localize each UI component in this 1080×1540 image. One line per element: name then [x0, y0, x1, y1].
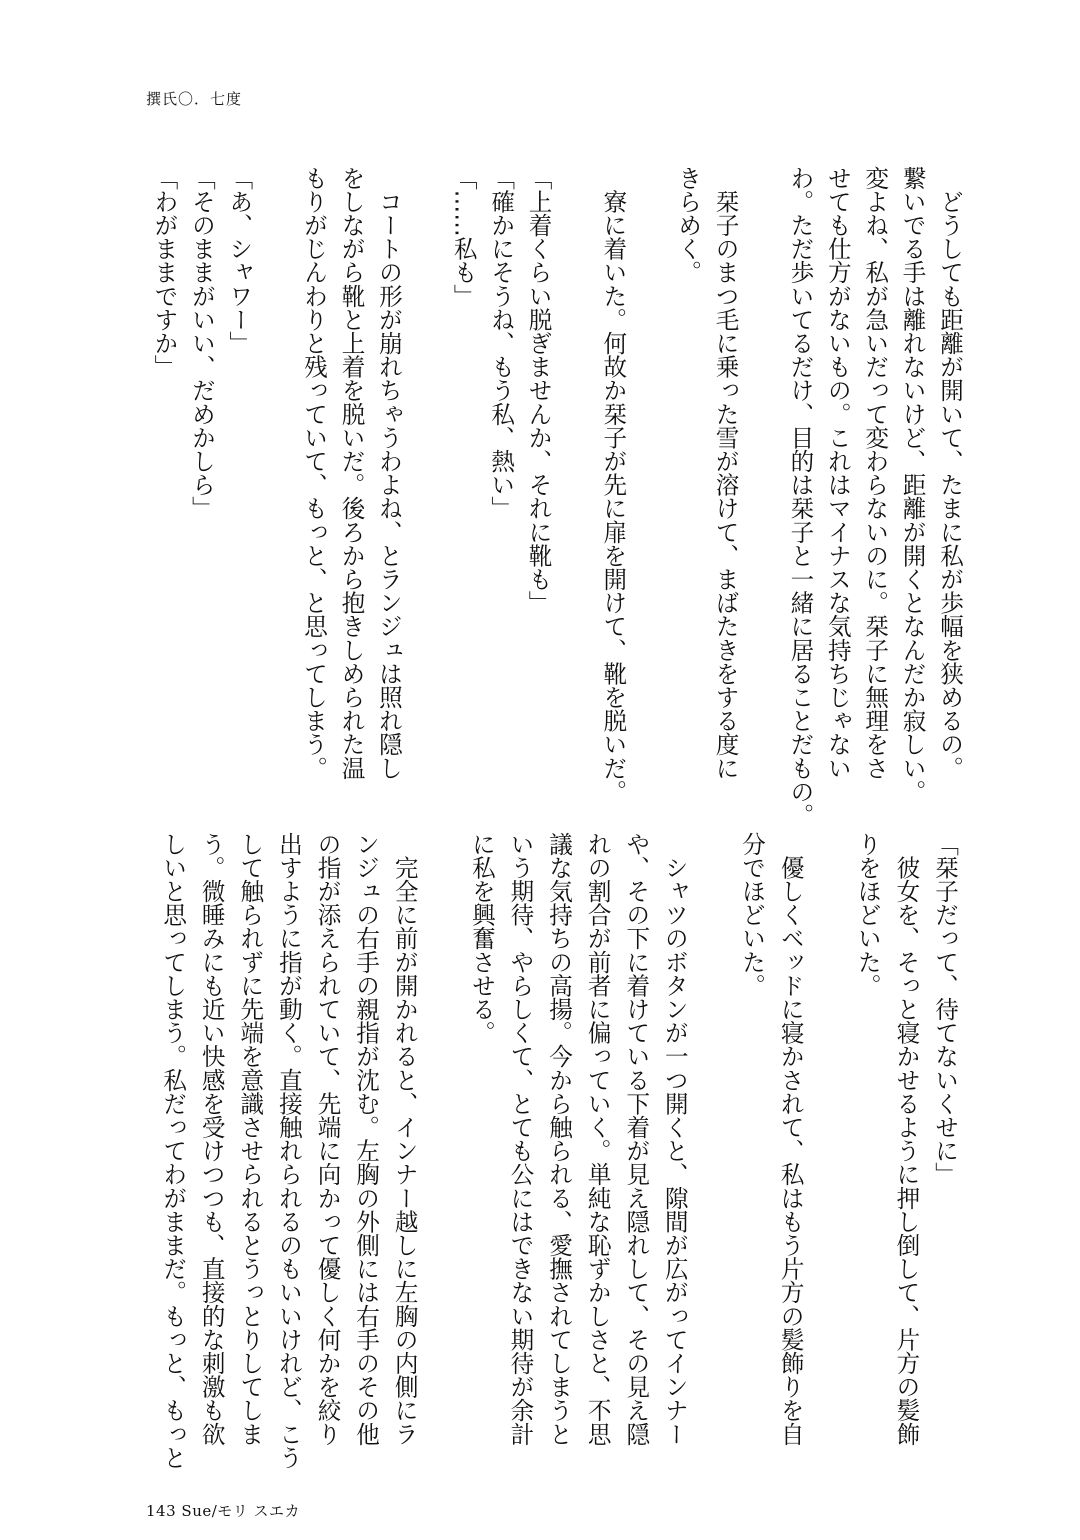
text-line [744, 166, 781, 806]
upper-text-block [145, 166, 968, 827]
text-line [407, 166, 444, 806]
text-line: して触られずに先端を意識させられるとうっとりしてしま [236, 832, 265, 1446]
text-line: りをほどいた。 [853, 832, 882, 998]
text-line: 「……私も」 [449, 166, 478, 308]
lower-text-block [154, 832, 964, 1472]
text-line: に私を興奮させる。 [467, 832, 496, 1045]
text-line: 彼女を、そっと寝かせるように押し倒して、片方の髪飾 [892, 832, 921, 1446]
text-line: コートの形が崩れちゃうわよね、とランジュは照れ隠し [374, 166, 403, 780]
text-line: 「わがままですか」 [150, 166, 179, 379]
text-line [557, 166, 594, 806]
text-line: 「上着くらい脱ぎませんか、それに靴も」 [524, 166, 553, 615]
author-name: Sue/モリ スエカ [181, 1502, 301, 1520]
text-line [810, 832, 849, 1472]
text-line: せても仕方がないもの。これはマイナスな気持ちじゃない [823, 166, 852, 780]
running-header: 撰氏〇．七度 [146, 90, 243, 108]
text-line: をしながら靴と上着を脱いだ。後ろから抱きしめられた温 [337, 166, 366, 780]
text-line: 分でほどいた。 [738, 832, 767, 998]
text-line: シャツのボタンが一つ開くと、隙間が広がってインナー [660, 832, 689, 1446]
page-footer [146, 1500, 300, 1521]
text-line: 寮に着いた。何故か栞子が先に扉を開けて、靴を脱いだ。 [599, 166, 628, 804]
text-line: 完全に前が開かれると、インナー越しに左胸の内側にラ [390, 832, 419, 1446]
text-line: や、その下に着けている下着が見え隠れして、その見え隠 [622, 832, 651, 1446]
text-line [694, 832, 733, 1472]
text-line: わ。ただ歩いてるだけ、目的は栞子と一緒に居ることだもの。 [786, 166, 815, 827]
text-line: ンジュの右手の親指が沈む。左胸の外側には右手のその他 [352, 832, 381, 1446]
text-line: 繋いでる手は離れないけど、距離が開くとなんだか寂しい。 [898, 166, 927, 804]
text-line: 出すように指が動く。直接触れられるのもいいけれど、こう [274, 832, 303, 1470]
text-line: の指が添えられていて、先端に向かって優しく何かを絞り [313, 832, 342, 1446]
text-line [631, 166, 668, 806]
text-line: 「そのままがいい、だめかしら」 [187, 166, 216, 520]
text-line: れの割合が前者に偏っていく。単純な恥ずかしさと、不思 [583, 832, 612, 1446]
text-line: 議な気持ちの高揚。今から触られる、愛撫されてしまうと [545, 832, 574, 1446]
text-line: もりがじんわりと残っていて、もっと、と思ってしまう。 [300, 166, 329, 780]
page-number: 143 [146, 1502, 177, 1520]
text-line: 変よね、私が急いだって変わらないのに。栞子に無理をさ [861, 166, 890, 780]
text-line [424, 832, 463, 1472]
text-line: どうしても距離が開いて、たまに私が歩幅を狭めるの。 [936, 166, 964, 780]
text-line: しいと思ってしまう。私だってわがままだ。もっと、もっと [159, 832, 188, 1470]
text-line: きらめく。 [674, 166, 703, 284]
text-line: 「あ、シャワー」 [225, 166, 254, 355]
text-line: 「確かにそうね、もう私、熱い」 [487, 166, 516, 520]
text-line: いう期待、やらしくて、とても公にはできない期待が余計 [506, 832, 535, 1446]
text-line: 栞子のまつ毛に乗った雪が溶けて、まばたきをする度に [711, 166, 740, 780]
text-line [257, 166, 294, 806]
text-line: 「栞子だって、待てないくせに」 [931, 832, 959, 1186]
text-line: 優しくベッドに寝かされて、私はもう片方の髪飾りを自 [776, 832, 805, 1446]
text-line: う。微睡みにも近い快感を受けつつも、直接的な刺激も欲 [197, 832, 226, 1446]
